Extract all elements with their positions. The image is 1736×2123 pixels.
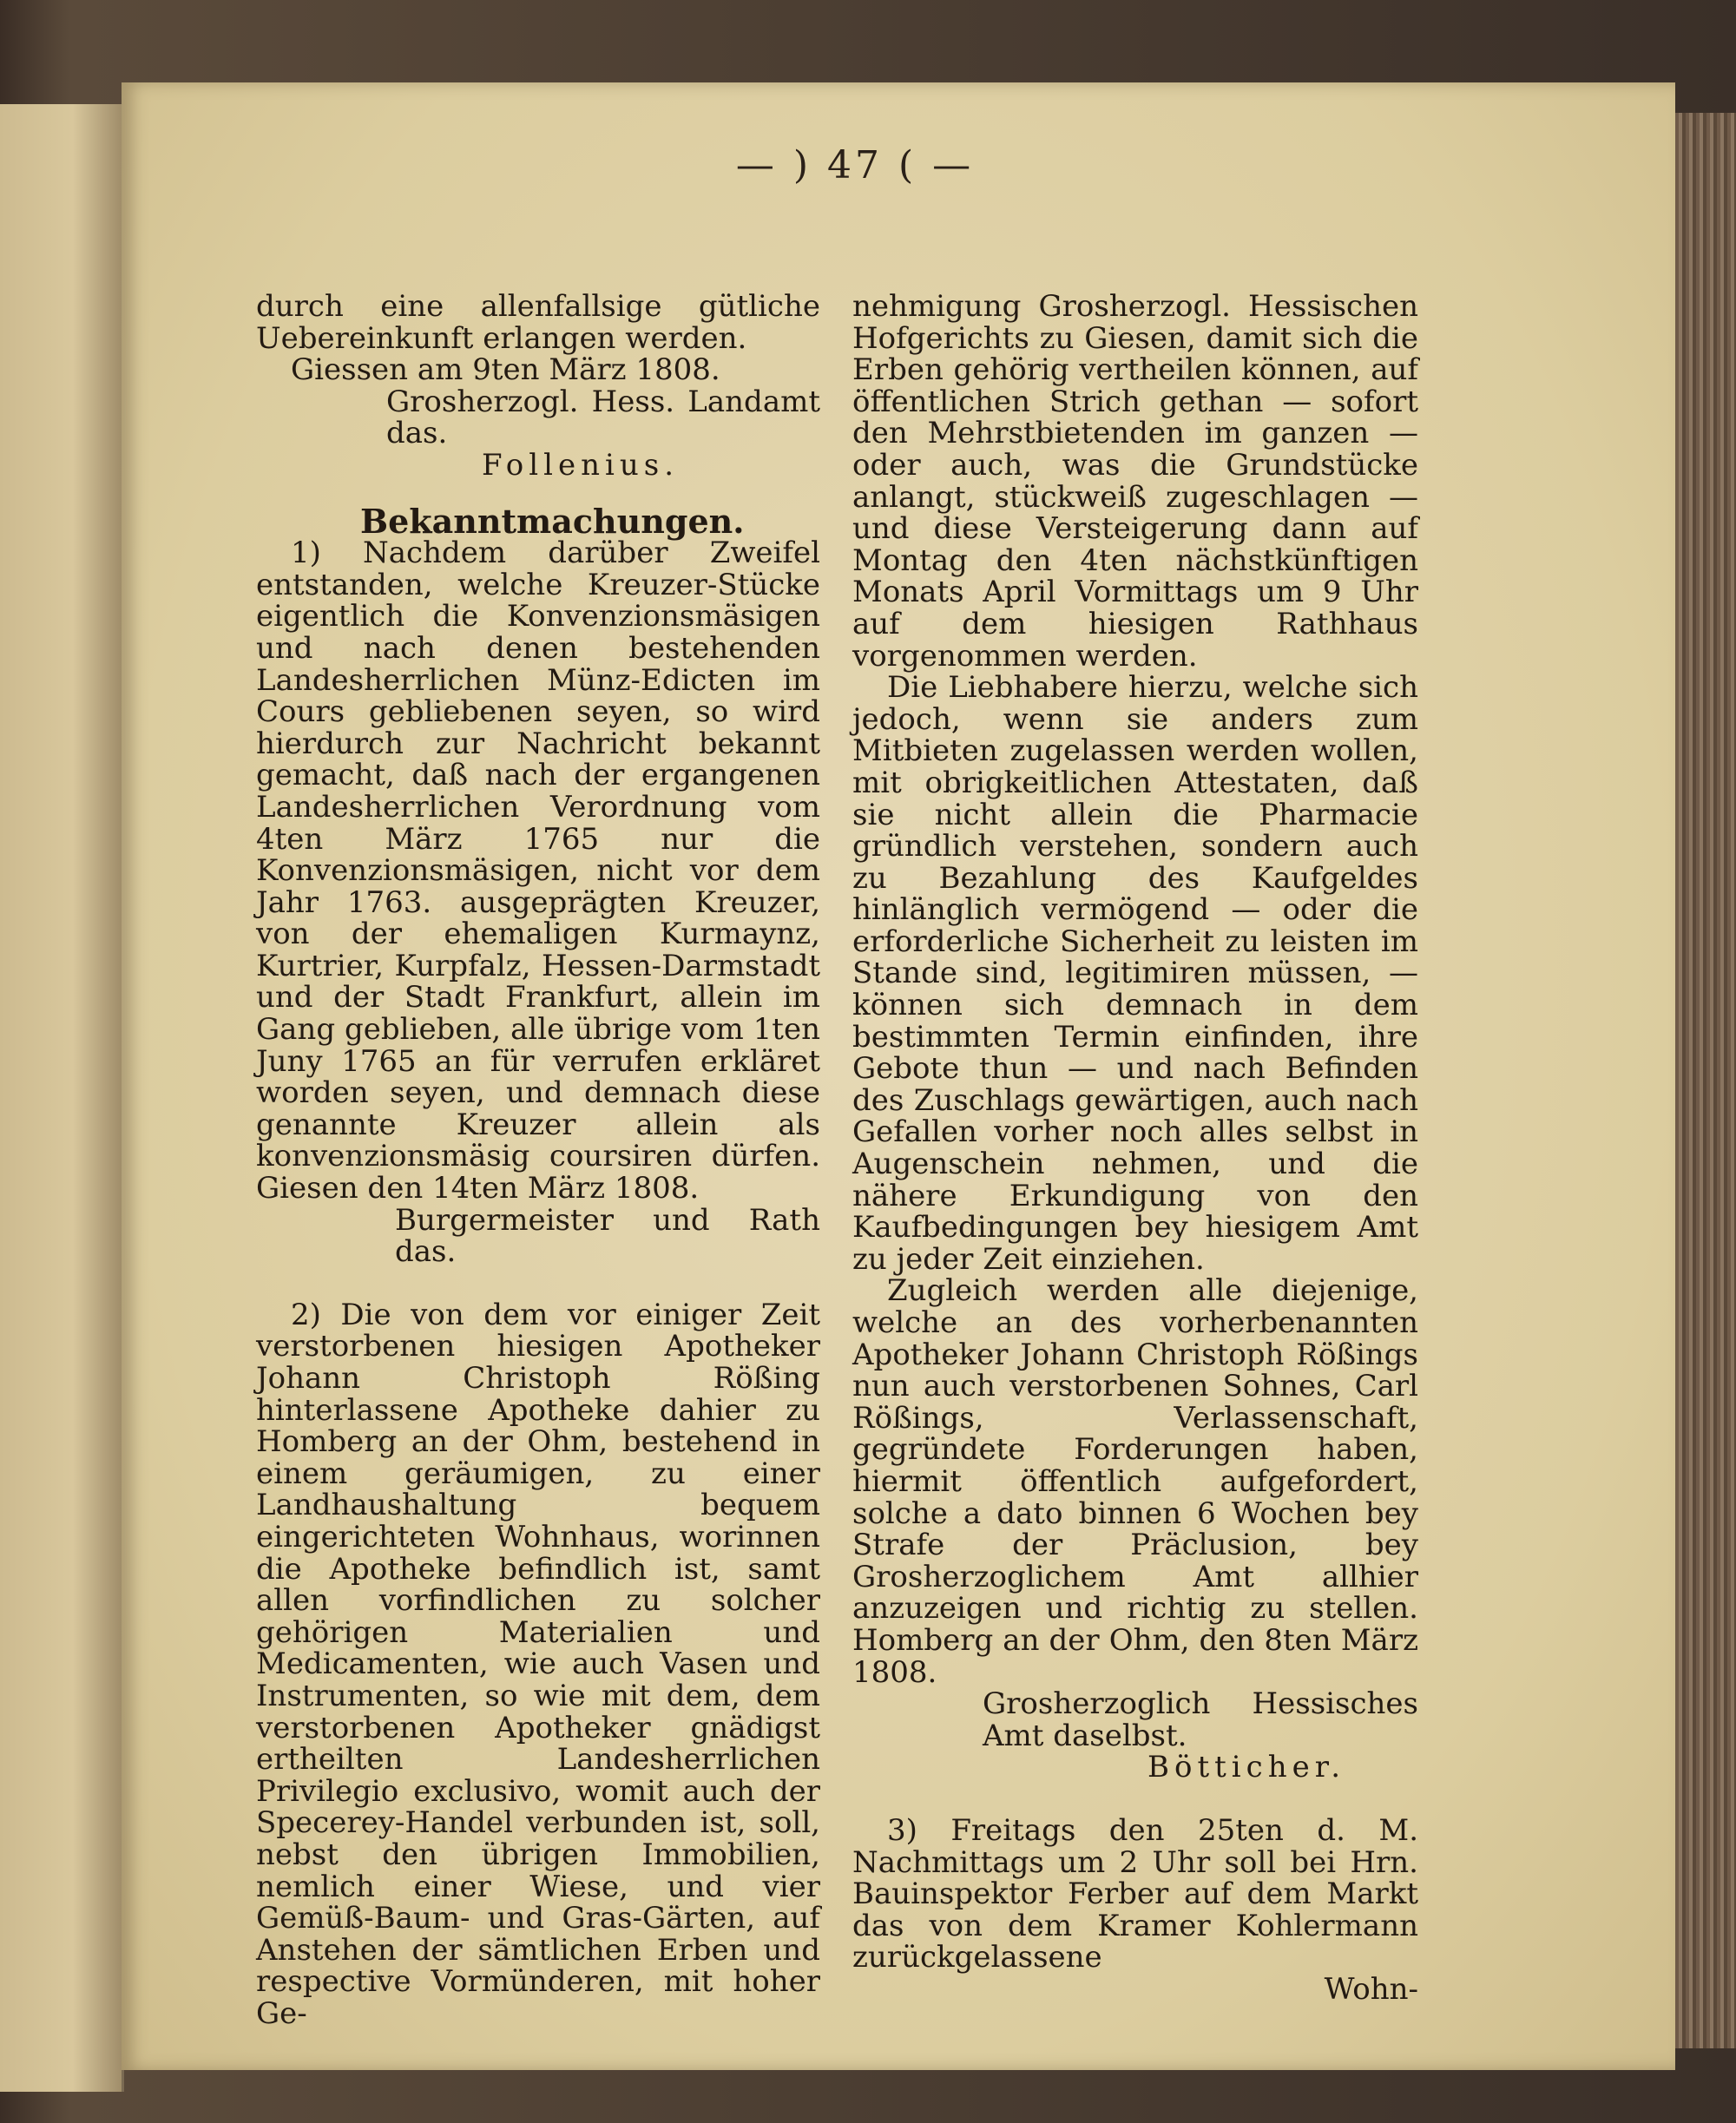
notice-2: 2) Die von dem vor einiger Zeit verstorbenen hiesigen Apotheker Johann Christoph Rößing hinterlassene Apotheke dahier zu Homberg an der Ohm, bestehend in einem geräumigen, zu einer Landhaushaltung bequem eingerichteten Wohnhaus, worinnen die Apotheke befindlich ist, samt allen vorfindlichen zu solcher gehörigen Materialien und Medicamenten, wie auch Vasen und Instrumenten, so wie mit dem, dem verstorbenen Apotheker gnädigst ertheilten Landesherrlichen Privilegio exclusivo, womit auch der Specerey-Handel verbunden ist, soll, nebst den übrigen Immobilien, nemlich einer Wiese, und vier Gemüß-Baum- und Gras-Gärten, auf Anstehen der sämtlichen Erben und respective Vormünderen, mit hoher Ge- bbox=[256, 1297, 820, 2031]
office-line: Grosherzogl. Hess. Landamt das. bbox=[386, 384, 820, 451]
notice-2-signature: Bötticher. bbox=[1147, 1750, 1346, 1785]
notice-1-signature: Burgermeister und Rath das. bbox=[395, 1202, 820, 1270]
intro-text: durch eine allenfallsige gütliche Uebereinkunft erlangen werden. bbox=[256, 289, 820, 356]
right-column bbox=[852, 291, 1418, 2005]
notice-1: 1) Nachdem darüber Zweifel entstanden, welche Kreuzer-Stücke eigentlich die Konvenzionsmäsigen und nach denen bestehenden Landesherrlichen Münz-Edicten im Cours gebliebenen seyen, so wird hierdurch zur Nachricht bekannt gemacht, daß nach der ergangenen Landesherrlichen Verordnung vom 4ten März 1765 nur die Konvenzionsmäsigen, nicht vor dem Jahr 1763. ausgeprägten Kreuzer, von der ehemaligen Kurmaynz, Kurtrier, Kurpfalz, Hessen-Darmstadt und der Stadt Frankfurt, allein im Gang geblieben, alle übrige vom 1ten Juny 1765 an für verrufen erkläret worden seyen, und demnach diese genannte Kreuzer allein als konvenzionsmäsig coursiren dürfen. Giesen den 14ten März 1808. bbox=[256, 536, 820, 1206]
left-page-edge bbox=[0, 104, 124, 2092]
section-heading: Bekanntmachungen. bbox=[360, 501, 745, 541]
notice-2-paragraph-3: Zugleich werden alle diejenige, welche an des vorherbenannten Apotheker Johann Christoph Rößings nun auch verstorbenen Sohnes, Carl Rößings, Verlassenschaft, gegründete Forderungen haben, hiermit öffentlich aufgefordert, solche a dato binnen 6 Wochen bey Strafe der Präclusion, bey Grosherzoglichem Amt allhier anzuzeigen und richtig zu stellen. Homberg an der Ohm, den 8ten März 1808. bbox=[852, 1273, 1418, 1690]
notice-2-continued: nehmigung Grosherzogl. Hessischen Hofgerichts zu Giesen, damit sich die Erben gehörig vertheilen können, auf öffentlichen Strich gethan — sofort den Mehrstbietenden im ganzen — oder auch, was die Grundstücke anlangt, stückweiß zugeschlagen — und diese Versteigerung dann auf Montag den 4ten nächstkünftigen Monats April Vormittags um 9 Uhr auf dem hiesigen Rathhaus vorgenommen werden. bbox=[852, 289, 1418, 674]
catchword: Wohn- bbox=[1324, 1971, 1418, 2007]
left-column bbox=[256, 291, 820, 2029]
place-date: Giessen am 9ten März 1808. bbox=[291, 352, 720, 388]
notice-3: 3) Freitags den 25ten d. M. Nachmittags um 2 Uhr soll bei Hrn. Bauinspektor Ferber auf dem Markt das von dem Kramer Kohlermann zurückgelassene bbox=[852, 1812, 1418, 1975]
notice-2-paragraph-2: Die Liebhabere hierzu, welche sich jedoch, wenn sie anders zum Mitbieten zugelassen werden wollen, mit obrigkeitlichen Attestaten, daß sie nicht allein die Pharmacie gründlich verstehen, sondern auch zu Bezahlung des Kaufgeldes hinlänglich vermögend — oder die erforderliche Sicherheit zu leisten im Stande sind, legitimiren müssen, — können sich demnach in dem bestimmten Termin einfinden, ihre Gebote thun — und nach Befinden des Zuschlags gewärtigen, auch nach Gefallen vorher noch alles selbst in Augenschein nehmen, und die nähere Erkundigung von den Kaufbedingungen bey hiesigem Amt zu jeder Zeit einziehen. bbox=[852, 670, 1418, 1277]
notice-2-office: Grosherzoglich Hessisches Amt daselbst. bbox=[983, 1686, 1418, 1753]
page-stack-edge bbox=[1675, 113, 1736, 2048]
signature: Follenius. bbox=[482, 447, 679, 483]
page-number: — ) 47 ( — bbox=[735, 143, 975, 187]
